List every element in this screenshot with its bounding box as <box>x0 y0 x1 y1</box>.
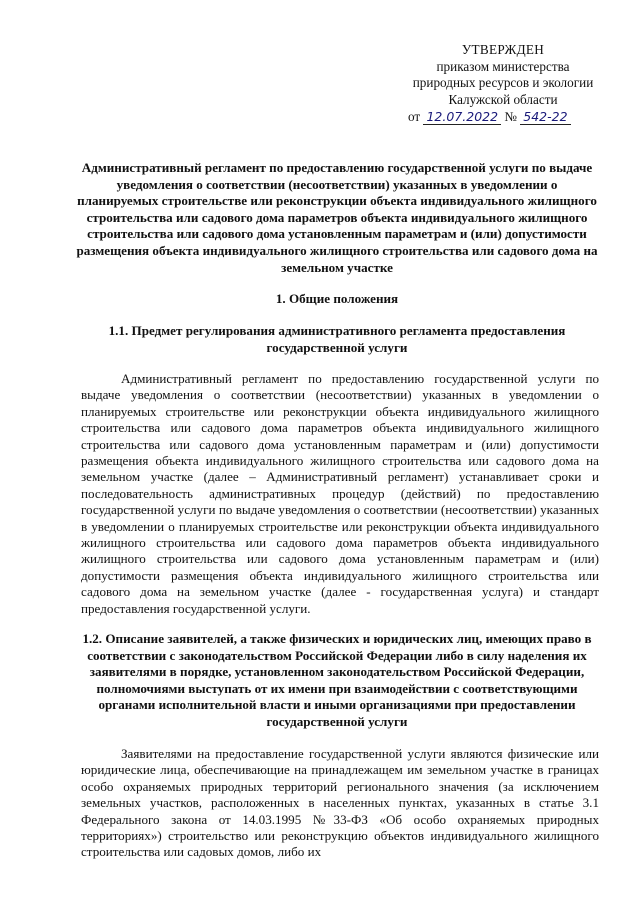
handwritten-number: 542-22 <box>520 109 570 125</box>
document-title: Административный регламент по предоставлению государственной услуги по выдаче уведомления о соответствии (несоответствии) указанных в уведомлении о планируемых строительстве или реконструкции объекта индивидуального жилищного строительства или садового дома параметров объекта индивидуального жилищного строительства или садового дома установленным параметрам и (или) допустимости размещения объекта индивидуального жилищного строительства или садового дома на земельном участке <box>76 160 598 275</box>
approval-heading: УТВЕРЖДЕН <box>461 42 545 57</box>
approval-line-2: природных ресурсов и экологии <box>412 75 594 90</box>
section-heading-1-1: 1.1. Предмет регулирования административного регламента предоставления государственной услуги <box>108 323 566 355</box>
approval-line-1: приказом министерства <box>436 58 570 74</box>
paragraph-regulation-subject: Административный регламент по предоставлению государственной услуги по выдаче уведомления о соответствии (несоответствии) указанных в уведомлении о планируемых строительстве или реконструкции объекта индивидуального жилищного строительства или садового дома параметров объекта индивидуального жилищного строительства или садового дома установленным параметрам и (или) допустимости размещения объекта индивидуального жилищного строительства или садового дома на земельном участке (далее – Административный регламент) устанавливает сроки и последовательность административных процедур (действий) по предоставлению государственной услуги по выдаче уведомления о соответствии (несоответствии) указанных в уведомлении о планируемых строительстве или реконструкции объекта индивидуального жилищного строительства или садового дома параметров объекта индивидуального жилищного строительства или садового дома установленным параметрам и (или) допустимости размещения объекта индивидуального жилищного строительства или садового дома на земельном участке (далее - государственная услуга) и стандарт предоставления государственной услуги. <box>81 371 599 616</box>
paragraph-applicants: Заявителями на предоставление государственной услуги являются физические или юридические лица, обеспечивающие на принадлежащем им земельном участке в границах особо охраняемых природных территорий регионального значения (за исключением земельных участков, расположенных в населенных пунктах, указанных в статье 3.1 Федерального закона от 14.03.1995 №33-ФЗ «Об особо охраняемых природных территориях») строительство или реконструкцию объектов индивидуального жилищного строительства или садовых домов, либо их <box>81 746 599 860</box>
handwritten-date: 12.07.2022 <box>423 109 501 125</box>
section-heading-1-2: 1.2. Описание заявителей, а также физических и юридических лиц, имеющих право в соответствии с законодательством Российской Федерации либо в силу наделения их заявителями в порядке, установленном законодательством Российской Федерации, полномочиями выступать от их имени при взаимодействии с соответствующими органами исполнительной власти и иными организациями при предоставлении государственной услуги <box>82 631 592 729</box>
approval-reference <box>398 109 608 126</box>
date-prefix: от <box>408 109 421 124</box>
number-prefix: № <box>504 109 517 124</box>
approval-block <box>398 42 608 126</box>
approval-line-3: Калужской области <box>448 91 558 107</box>
section-heading-1: 1. Общие положения <box>275 291 399 306</box>
